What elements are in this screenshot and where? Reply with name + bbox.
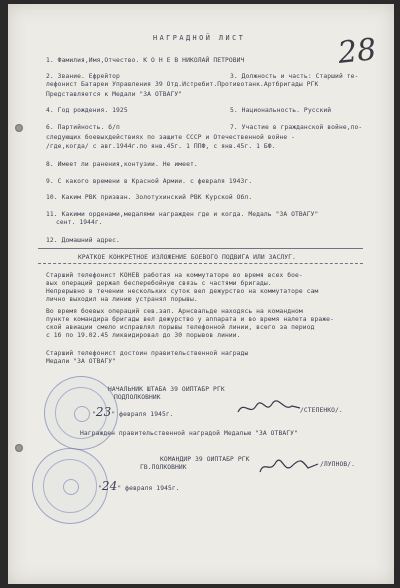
punch-hole bbox=[15, 444, 23, 452]
signer2-date-day: 24 bbox=[101, 479, 118, 493]
divider bbox=[38, 248, 363, 249]
narrative-line: с 1б по 19.02.45 ликвидировал до 30 порывов линии. bbox=[46, 332, 241, 339]
signer1-date-rest: " февраля 1945г. bbox=[111, 411, 174, 418]
signer2-date-rest: " февраля 1945г. bbox=[117, 485, 180, 492]
narrative-line: Старший телефонист КОНЕВ работая на коммутаторе во время всех бое- bbox=[46, 272, 303, 279]
award-sheet bbox=[8, 4, 394, 584]
field-nationality: 5. Национальность. Русский bbox=[230, 107, 332, 114]
narrative-line: Непрерывно в течении нескольких суток вел дежурство на коммутаторе сам bbox=[46, 288, 319, 295]
field-wounds: 8. Имеет ли ранения,контузии. Не имеет. bbox=[46, 161, 198, 168]
signature-lupnov bbox=[258, 456, 320, 478]
field-war-participation-dates: /где,когда/ с авг.1944г.по янв.45г. 1 ППФ, с янв.45г. 1 БФ. bbox=[46, 143, 276, 150]
field-address: 12. Домашний адрес. bbox=[46, 237, 120, 244]
field-war-participation-cont: следующих боевыхдействиях по защите СССР и Отечественной войне - bbox=[46, 134, 296, 141]
signer2-name: /ЛУПНОВ/. bbox=[320, 461, 356, 468]
field-position: 3. Должность и часть: Старший те- bbox=[230, 73, 359, 80]
narrative-line: лично выходил на линию устранял порывы. bbox=[46, 296, 198, 303]
signer1-date: "23" февраля 1945г. bbox=[92, 405, 174, 419]
official-stamp bbox=[32, 448, 108, 524]
field-war-participation: 7. Участие в гражданской войне,по- bbox=[230, 124, 363, 131]
signer1-date-day: 23 bbox=[95, 405, 112, 419]
field-army-since: 9. С какого времени в Красной Армии. с февраля 1943г. bbox=[46, 178, 253, 185]
signature-stepenko bbox=[236, 398, 302, 418]
field-nomination: Представляется к Медали "ЗА ОТВАГУ" bbox=[46, 91, 183, 98]
signer1-rank: ПОДПОЛКОВНИК bbox=[114, 394, 161, 401]
field-awards: 11. Какими орденами,медалями награжден где и когда. Медаль "ЗА ОТВАГУ" bbox=[46, 211, 319, 218]
section-heading: КРАТКОЕ КОНКРЕТНОЕ ИЗЛОЖЕНИЕ БОЕВОГО ПОДВИГА ИЛИ ЗАСЛУГ. bbox=[78, 254, 296, 261]
conclusion-line: Медали "ЗА ОТВАГУ" bbox=[46, 358, 117, 365]
narrative-line: вых операций держал бесперебойную связь с частями бригады. bbox=[46, 280, 272, 287]
field-conscription: 10. Каким РВК призван. Золотухинский РВК Курской Обл. bbox=[46, 194, 253, 201]
punch-hole bbox=[15, 124, 23, 132]
document-title: НАГРАДНОЙ ЛИСТ bbox=[153, 34, 246, 42]
conclusion-line: Старший телефонист достоин правительственной награды bbox=[46, 350, 249, 357]
narrative-line: пункте командира бригады вел дежурство у аппарата и во время налета враже- bbox=[46, 316, 334, 323]
field-position-cont: лефонист Батареи Управления 39 Отд.Истребит.Противотанк.Артбригады РГК bbox=[46, 81, 319, 88]
signer2-position: КОМАНДИР 39 ОИПТАБР РГК bbox=[160, 456, 250, 463]
field-party: 6. Партийность. б/п bbox=[46, 124, 120, 131]
signer2-date: "24" февраля 1945г. bbox=[98, 479, 180, 493]
narrative-line: ской авиации смело исправлял порывы телефонной линии, всего за период bbox=[46, 324, 315, 331]
field-awards-cont: сент. 1944г. bbox=[56, 219, 103, 226]
divider bbox=[38, 263, 363, 264]
signer1-name: /СТЕПЕНКО/. bbox=[300, 407, 343, 414]
signer1-position: НАЧАЛЬНИК ШТАБА 39 ОИПТАБР РГК bbox=[108, 386, 225, 393]
signer2-rank: ГВ.ПОЛКОВНИК bbox=[140, 464, 187, 471]
field-birth-year: 4. Год рождения. 1925 bbox=[46, 107, 128, 114]
field-rank: 2. Звание. Ефрейтор bbox=[46, 73, 120, 80]
field-name: 1. Фамилия,Имя,Отчество. К О Н Е В НИКОЛАЙ ПЕТРОВИЧ bbox=[46, 57, 245, 64]
award-decision: Награжден правительственной наградой Медалью "ЗА ОТВАГУ" bbox=[80, 430, 298, 437]
handwritten-number: 28 bbox=[336, 32, 378, 71]
narrative-line: Во время боевых операций сев.зап. Арнсвальде находясь на командном bbox=[46, 308, 303, 315]
